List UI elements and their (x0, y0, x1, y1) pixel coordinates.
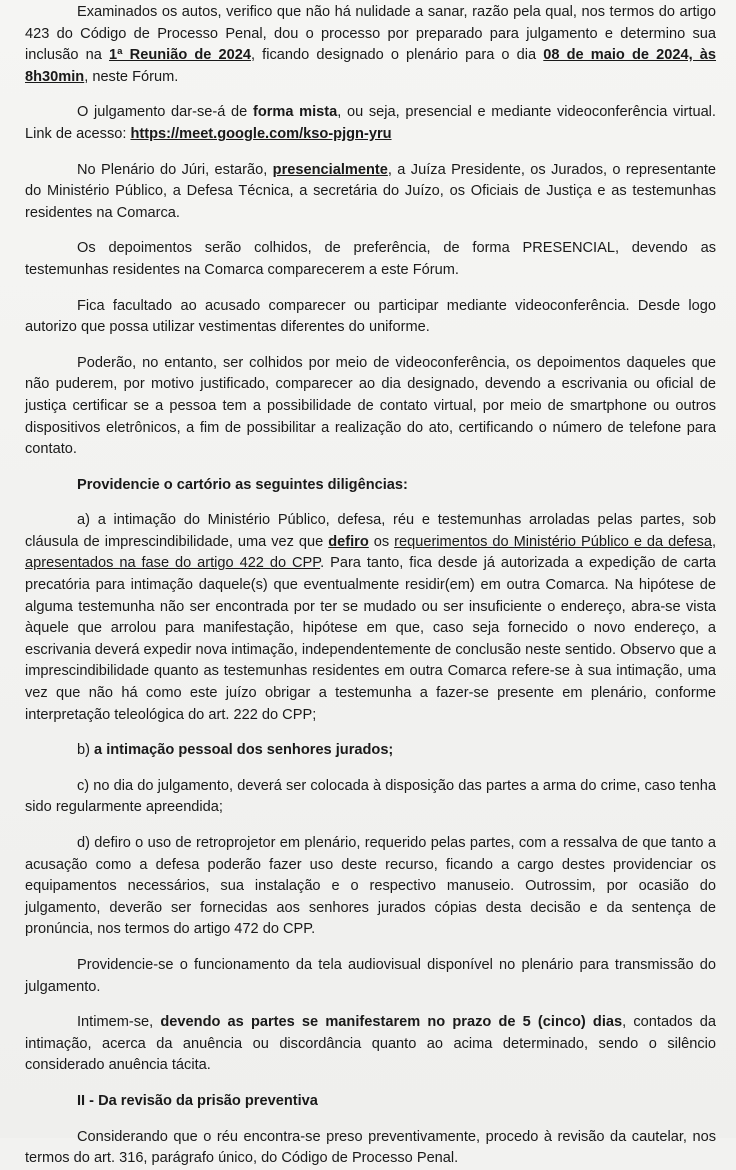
session-name: 1ª Reunião de 2024 (109, 47, 251, 64)
item-d: d) defiro o uso de retroprojetor em plenário, requerido pelas partes, com a ressalva de que tanto a acusação como a defesa poderão fazer uso deste recurso, ficando a cargo destes providenciar os equipamentos necessários, sua instalação e o respectivo manuseio. Outrossim, por ocasião do julgamento, deverão ser fornecidas aos senhores jurados cópias desta decisão e da sentença de pronúncia, nos termos do artigo 472 do CPP. (25, 835, 716, 938)
section-heading-preventive-detention: II - Da revisão da prisão preventiva (77, 1092, 318, 1109)
paragraph-designation: Examinados os autos, verifico que não há nulidade a sanar, razão pela qual, nos termos do artigo 423 do Código de Processo Penal, dou o processo por preparado para julgamento e determino sua inclusão na 1ª Reunião de 2024, ficando designado o plenário para o dia 08 de maio de 2024, às 8h30min, neste Fórum. (25, 4, 717, 85)
session-date: 08 de maio de 2024, às 8h30min (25, 47, 717, 85)
item-a: a) a intimação do Ministério Público, defesa, réu e testemunhas arroladas pelas partes, sob cláusula de imprescindibilidade, uma vez que defiro os requerimentos do Ministério Público e da defesa, apresentados na fase do artigo 422 do CPP. Para tanto, fica desde já autorizada a expedição de carta precatória para intimação daquele(s) que eventualmente residir(em) em outra Comarca. Na hipótese de alguma testemunha não ser encontrada por ter se mudado ou ser insuficiente o endereço, abra-se vista àquele que arrolou para manifestação, hipótese em que, caso seja fornecido o novo endereço, a escrivania deverá expedir nova intimação, independentemente de conclusão neste sentido. Observo que a imprescindibilidade quanto as testemunhas residentes em outra Comarca refere-se à sua intimação, uma vez que não há como este juízo obrigar a testemunha a fazer-se presente em plenário, conforme interpretação teleológica do art. 222 do CPP; (25, 512, 716, 723)
item-b: b) a intimação pessoal dos senhores jurados; (77, 742, 394, 759)
item-c: c) no dia do julgamento, deverá ser colocada à disposição das partes a arma do crime, caso tenha sido regularmente apreendida; (25, 777, 716, 816)
paragraph-mixed-mode: O julgamento dar-se-á de forma mista, ou seja, presencial e mediante videoconferência virtual. Link de acesso: https://meet.google.com/kso-pjgn-yru (25, 104, 716, 142)
paragraph-summons: Intimem-se, devendo as partes se manifestarem no prazo de 5 (cinco) dias, contados da intimação, acerca da anuência ou discordância quanto ao acima determinado, sendo o silêncio considerado anuência tácita. (25, 1014, 716, 1074)
meeting-link[interactable]: https://meet.google.com/kso-pjgn-yru (130, 125, 392, 142)
section-heading-diligences: Providencie o cartório as seguintes diligências: (77, 476, 408, 493)
paragraph-audiovisual: Providencie-se o funcionamento da tela audiovisual disponível no plenário para transmissão do julgamento. (25, 956, 716, 995)
paragraph-testimonies: Os depoimentos serão colhidos, de preferência, de forma PRESENCIAL, devendo as testemunhas residentes na Comarca comparecerem a este Fórum. (25, 240, 716, 278)
paragraph-in-person: No Plenário do Júri, estarão, presencialmente, a Juíza Presidente, os Jurados, o representante do Ministério Público, a Defesa Técnica, a secretária do Juízo, os Oficiais de Justiça e as testemunhas residentes na Comarca. (25, 161, 716, 221)
paragraph-detention-review: Considerando que o réu encontra-se preso preventivamente, procedo à revisão da cautelar, nos termos do art. 316, parágrafo único, do Código de Processo Penal. (25, 1128, 716, 1167)
paragraph-videoconference: Poderão, no entanto, ser colhidos por meio de videoconferência, os depoimentos daqueles que não puderem, por motivo justificado, comparecer ao dia designado, devendo a escrivania ou oficial de justiça certificar se a pessoa tem a possibilidade de contato virtual, por meio de smartphone ou outros dispositivos eletrônicos, a fim de possibilitar a realização do ato, certificando o número de telefone para contato. (25, 354, 716, 458)
paragraph-defendant: Fica facultado ao acusado comparecer ou participar mediante videoconferência. Desde logo autorizo que possa utilizar vestimentas diferentes do uniforme. (25, 297, 716, 336)
